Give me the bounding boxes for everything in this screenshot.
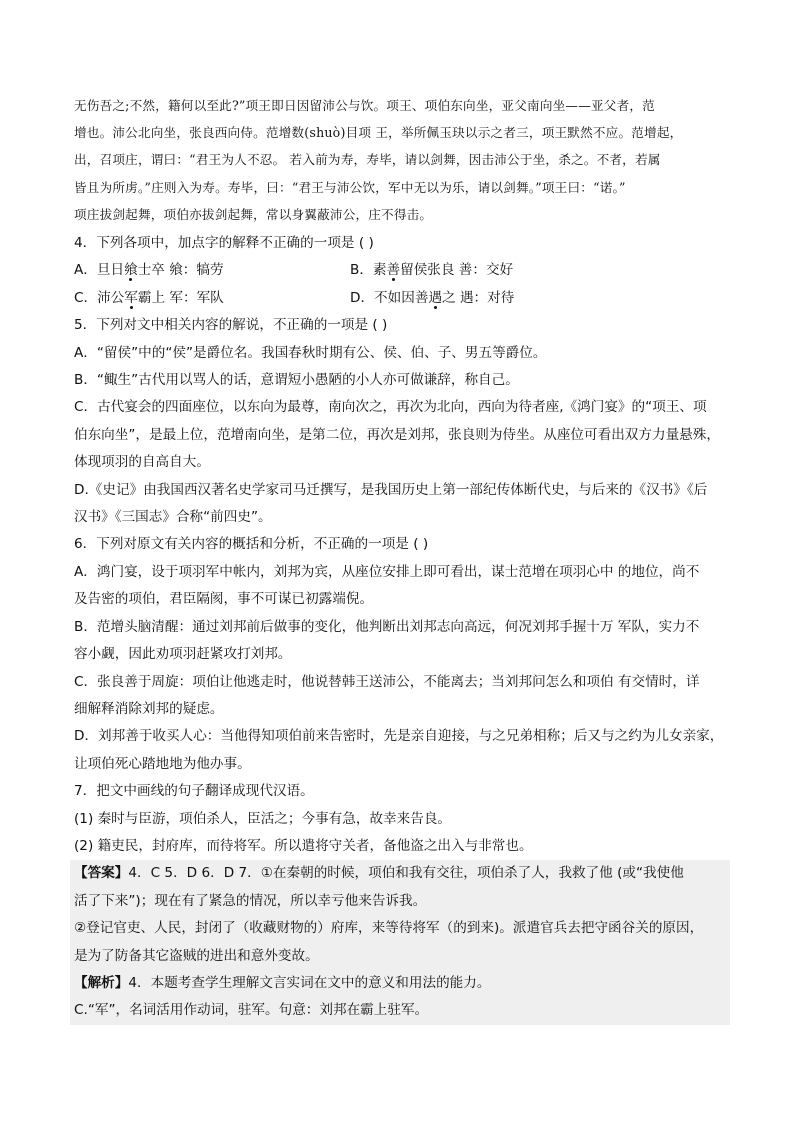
- dotted-character: 善: [386, 262, 401, 279]
- question-5-option-c-cont: 体现项羽的自高自大。: [74, 454, 210, 471]
- question-6-option-b: B．范增头脑清醒：通过刘邦前后做事的变化，他判断出刘邦志向高远，何况刘邦手握十万 军队，实力不: [74, 618, 700, 635]
- analysis-tag: 【解析】: [74, 974, 129, 991]
- question-6-option-a: A．鸿门宴，设于项羽军中帐内，刘邦为宾，从座位安排上即可看出，谋士范增在项羽心中 的地位，尚不: [74, 563, 700, 580]
- question-5-option-b: B．“鲰生”古代用以骂人的话，意谓短小愚陋的小人亦可做谦辞，称自己。: [74, 372, 519, 389]
- question-5-option-c-cont: 伯东向坐”，是最上位，范增南向坐，是第二位，再次是刘邦，张良则为侍坐。从座位可看出双方力量悬殊，: [74, 426, 720, 443]
- passage-line: 增也。沛公北向坐，张良西向侍。范增数(shuò)目项 王，举所佩玉玦以示之者三，项王默然不应。范增起，: [74, 125, 683, 141]
- answer-line: 是为了防备其它盗贼的进出和意外变故。: [74, 947, 319, 964]
- questions-section: [74, 230, 724, 1025]
- question-7-stem: 7．把文中画线的句子翻译成现代汉语。: [74, 783, 314, 800]
- answer-block: [70, 860, 730, 1024]
- classical-passage: [74, 92, 724, 228]
- question-7-item-2: (2) 籍吏民，封府库，而待将军。所以遣将守关者，备他盗之出入与非常也。: [74, 837, 533, 854]
- question-6-option-c: C．张良善于周旋：项伯让他逃走时，他说替韩王送沛公，不能离去；当刘邦问怎么和项伯 有交情时，详: [74, 673, 700, 690]
- question-6-stem: 6．下列对原文有关内容的概括和分析，不正确的一项是 ( ): [74, 536, 429, 553]
- dotted-character: 军: [124, 289, 138, 306]
- question-6-option-d: D．刘邦善于收买人心：当他得知项伯前来告密时，先是亲自迎接，与之兄弟相称；后又与之约为儿女亲家，: [74, 728, 724, 745]
- dotted-character: 遇: [428, 289, 443, 306]
- question-6-option-b-cont: 容小觑，因此劝项羽赶紧攻打刘邦。: [74, 646, 292, 663]
- answer-line: 【答案】4．C 5．D 6．D 7．①在秦朝的时候，项伯和我有交往，项伯杀了人，我救了他 (或“我使他: [74, 865, 684, 882]
- question-4-options-row-2: [74, 285, 724, 312]
- question-4-options-row-1: [74, 257, 724, 284]
- question-4-option-b: B．素善留侯张良 善：交好: [350, 262, 514, 279]
- dotted-character: 飨: [124, 262, 138, 279]
- question-4-option-a: A．旦日飨士卒 飨：犒劳: [74, 262, 224, 279]
- question-5-stem: 5．下列对文中相关内容的解说，不正确的一项是 ( ): [74, 317, 388, 334]
- question-7-item-1: (1) 秦时与臣游，项伯杀人，臣活之；今事有急，故幸来告良。: [74, 810, 452, 827]
- passage-line: 出，召项庄，谓曰：“君王为人不忍。 若入前为寿，寿毕，请以剑舞，因击沛公于坐，杀之。不者，若属: [74, 152, 661, 168]
- analysis-line: C.“军”，名词活用作动词，驻军。句意：刘邦在霸上驻军。: [74, 1002, 429, 1019]
- answer-line: 活了下来”)；现在有了紧急的情况，所以幸亏他来告诉我。: [74, 892, 427, 909]
- answer-tag: 【答案】: [74, 865, 129, 882]
- question-4-option-d: D．不如因善遇之 遇：对待: [350, 289, 515, 306]
- question-4-stem: 4．下列各项中，加点字的解释不正确的一项是 ( ): [74, 235, 374, 251]
- analysis-line: 【解析】4．本题考查学生理解文言实词在文中的意义和用法的能力。: [74, 974, 491, 991]
- question-5-option-a: A．“留侯”中的“侯”是爵位名。我国春秋时期有公、侯、伯、子、男五等爵位。: [74, 344, 547, 361]
- question-4-option-c: C．沛公军霸上 军：军队: [74, 289, 224, 306]
- question-5-option-d: D.《史记》由我国西汉著名史学家司马迁撰写，是我国历史上第一部纪传体断代史，与后来的《汉书》《后: [74, 481, 708, 498]
- answer-line: ②登记官吏、人民，封闭了（收藏财物的）府库，来等待将军（的到来)。派遣官兵去把守函谷关的原因，: [74, 920, 704, 937]
- question-5-option-d-cont: 汉书》《三国志》合称“前四史”。: [74, 509, 272, 526]
- question-6-option-a-cont: 及告密的项伯，君臣隔阂，事不可谋已初露端倪。: [74, 591, 374, 608]
- passage-line: 项庄拔剑起舞，项伯亦拔剑起舞，常以身翼蔽沛公，庄不得击。: [74, 206, 433, 222]
- question-6-option-c-cont: 细解释消除刘邦的疑虑。: [74, 700, 224, 717]
- passage-line: 无伤吾之;不然，籍何以至此?”项王即日因留沛公与饮。项王、项伯东向坐，亚父南向坐——亚父者，范: [74, 98, 655, 113]
- question-5-option-c: C．古代宴会的四面座位，以东向为最尊，南向次之，再次为北向，西向为待者座,《鸿门宴》的“项王、项: [74, 399, 707, 416]
- question-6-option-d-cont: 让项伯死心踏地地为他办事。: [74, 755, 251, 772]
- passage-line: 皆且为所虏。”庄则入为寿。寿毕，曰：“君王与沛公饮，军中无以为乐，请以剑舞。”项王曰：“诺。”: [74, 179, 626, 195]
